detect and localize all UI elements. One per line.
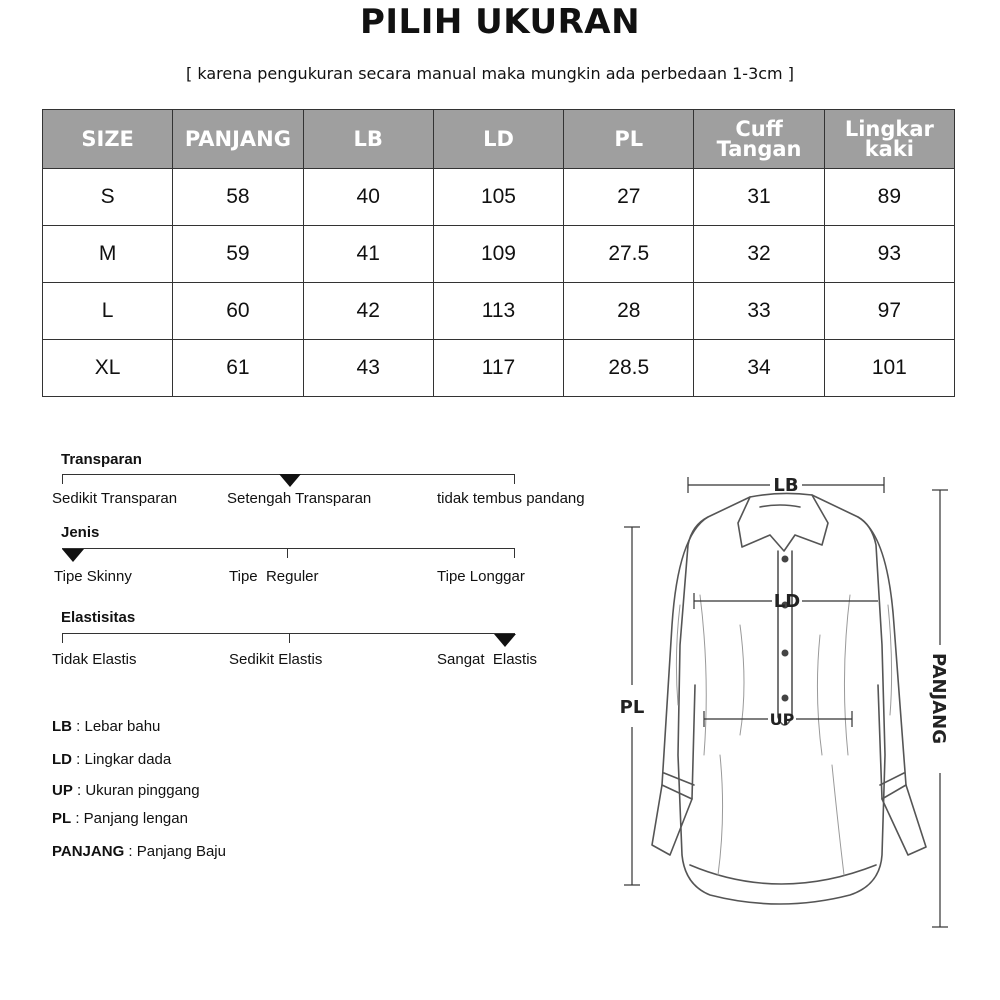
table-cell: 40 <box>303 169 433 226</box>
legend-desc: : Lingkar dada <box>72 751 172 768</box>
scale-label: Tipe Longgar <box>437 568 525 585</box>
table-cell: 109 <box>433 226 563 283</box>
table-cell: 61 <box>173 340 303 397</box>
table-cell: 34 <box>694 340 824 397</box>
page-title: PILIH UKURAN <box>359 2 641 42</box>
scale-title: Elastisitas <box>61 609 136 626</box>
scale-title: Transparan <box>61 451 142 468</box>
table-cell: L <box>43 283 173 340</box>
scale-line <box>62 548 515 549</box>
shirt-measurement-diagram <box>600 455 960 945</box>
legend-abbr: PANJANG <box>52 843 125 860</box>
table-cell: 93 <box>824 226 954 283</box>
selected-marker-icon <box>62 549 84 562</box>
legend-item <box>52 843 226 860</box>
legend-item <box>52 718 160 735</box>
lb-label: LB <box>773 475 799 496</box>
scale-tick <box>289 633 290 643</box>
table-cell: 59 <box>173 226 303 283</box>
table-cell: 113 <box>433 283 563 340</box>
legend-abbr: LD <box>52 751 72 768</box>
shirt-collar <box>738 493 828 551</box>
table-cell: 60 <box>173 283 303 340</box>
size-table <box>42 109 955 397</box>
scale-tick <box>514 474 515 484</box>
ld-label: LD <box>773 591 801 612</box>
scale-label: Tidak Elastis <box>52 651 137 668</box>
legend-abbr: LB <box>52 718 72 735</box>
panjang-label: PANJANG <box>928 653 949 745</box>
table-cell: 89 <box>824 169 954 226</box>
table-cell: 58 <box>173 169 303 226</box>
measurement-note: [ karena pengukuran secara manual maka mungkin ada perbedaan 1-3cm ] <box>186 64 794 83</box>
up-label: UP <box>769 710 795 729</box>
table-cell: 117 <box>433 340 563 397</box>
header-cuff-tangan: Cuff Tangan <box>694 110 824 169</box>
header-ld: LD <box>433 110 563 169</box>
header-pl: PL <box>564 110 694 169</box>
scale-label: Setengah Transparan <box>227 490 372 507</box>
table-cell: XL <box>43 340 173 397</box>
shirt-button <box>782 650 789 657</box>
selected-marker-icon <box>279 474 301 487</box>
shirt-right-sleeve <box>858 517 926 855</box>
scale-tick <box>62 474 63 484</box>
shirt-left-cuff <box>662 773 694 799</box>
legend-abbr: UP <box>52 782 73 799</box>
table-row <box>43 226 955 283</box>
scale-tick <box>514 548 515 558</box>
scale-label: Sangat Elastis <box>437 651 538 668</box>
table-cell: 97 <box>824 283 954 340</box>
table-cell: 101 <box>824 340 954 397</box>
scale-title: Jenis <box>61 524 100 541</box>
scale-label: Sedikit Elastis <box>229 651 323 668</box>
table-cell: 27 <box>564 169 694 226</box>
pl-label: PL <box>619 697 645 718</box>
table-cell: 42 <box>303 283 433 340</box>
legend-desc: : Lebar bahu <box>72 718 161 735</box>
header-lingkar-kaki: Lingkar kaki <box>824 110 954 169</box>
table-row <box>43 169 955 226</box>
header-lb: LB <box>303 110 433 169</box>
legend-item <box>52 751 171 768</box>
table-cell: 28.5 <box>564 340 694 397</box>
table-cell: 43 <box>303 340 433 397</box>
scale-label: Tipe Skinny <box>54 568 132 585</box>
table-cell: 28 <box>564 283 694 340</box>
table-cell: 31 <box>694 169 824 226</box>
table-header-row <box>43 110 955 169</box>
scale-tick <box>287 548 288 558</box>
table-cell: 33 <box>694 283 824 340</box>
legend-item <box>52 782 200 799</box>
legend-desc: : Ukuran pinggang <box>72 782 200 799</box>
table-cell: 105 <box>433 169 563 226</box>
header-panjang: PANJANG <box>173 110 303 169</box>
table-row <box>43 283 955 340</box>
scale-label: Tipe Reguler <box>229 568 319 585</box>
legend-desc: : Panjang Baju <box>124 843 226 860</box>
table-cell: S <box>43 169 173 226</box>
legend-item <box>52 810 188 827</box>
table-row <box>43 340 955 397</box>
header-size: SIZE <box>43 110 173 169</box>
table-cell: 32 <box>694 226 824 283</box>
shirt-body-outline <box>678 495 885 904</box>
scale-label: Sedikit Transparan <box>52 490 178 507</box>
selected-marker-icon <box>494 634 516 647</box>
table-cell: 27.5 <box>564 226 694 283</box>
shirt-button <box>782 695 789 702</box>
legend-abbr: PL <box>52 810 72 827</box>
scale-label: tidak tembus pandang <box>437 490 585 507</box>
table-cell: M <box>43 226 173 283</box>
table-cell: 41 <box>303 226 433 283</box>
shirt-button <box>782 556 789 563</box>
scale-tick <box>62 633 63 643</box>
legend-desc: : Panjang lengan <box>71 810 188 827</box>
